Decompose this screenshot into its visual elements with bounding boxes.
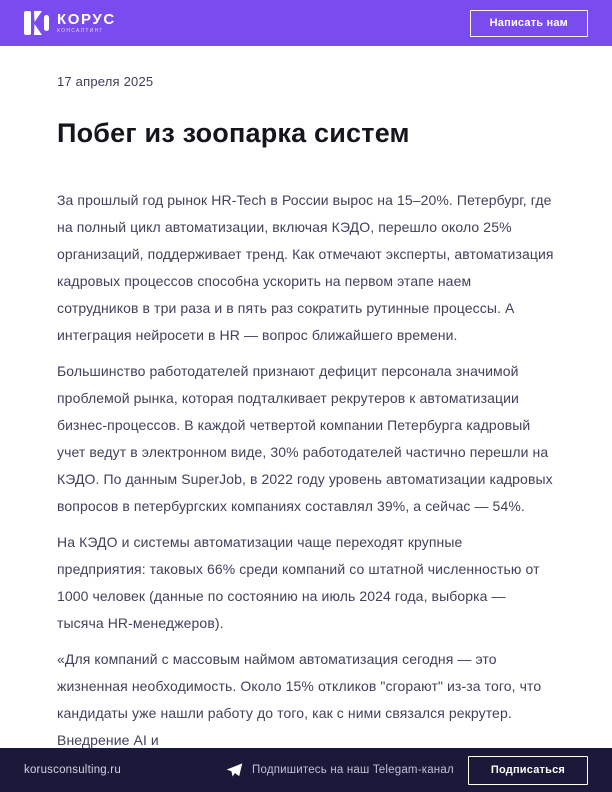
logo-title: КОРУС [57,11,116,28]
footer [0,748,612,792]
site-link[interactable]: korusconsulting.ru [24,764,121,776]
telegram-caption: Подпишитесь на наш Telegam-канал [252,764,454,776]
article-paragraph: «Для компаний с массовым наймом автоматизация сегодня — это жизненная необходимость. Около 15% откликов "сгорают" из-за того, что кандидаты уже нашли работу до того, как с ними связался рекрутер. Внедрение AI и [57,651,542,748]
article-date: 17 апреля 2025 [57,74,154,89]
telegram-icon [226,763,243,778]
article-paragraph: На КЭДО и системы автоматизации чаще переходят крупные предприятия: таковых 66% среди компаний со штатной численностью от 1000 человек (данные по состоянию на июль 2024 года, выборка — тысяча HR-менеджеров). [57,534,540,631]
logo[interactable] [24,10,116,36]
telegram-promo [226,763,454,778]
article-title: Побег из зоопарка систем [57,118,410,148]
header [0,0,612,46]
article-paragraph: За прошлый год рынок HR-Tech в России вырос на 15–20%. Петербург, где на полный цикл автоматизации, включая КЭДО, перешло около 25% организаций, поддерживает тренд. Как отмечают эксперты, автоматизация кадровых процессов способна ускорить на первом этапе наем сотрудников в три раза и в пять раз сократить рутинные процессы. А интеграция нейросети в HR — вопрос ближайшего времени. [57,192,554,343]
article-paragraph: Большинство работодателей признают дефицит персонала значимой проблемой рынка, которая подталкивает рекрутеров к автоматизации бизнес-процессов. В каждой четвертой компании Петербурга кадровый учет ведут в электронном виде, 30% работодателей частично перешли на КЭДО. По данным SuperJob, в 2022 году уровень автоматизации кадровых вопросов в петербургских компаниях составлял 39%, а сейчас — 54%. [57,363,553,514]
subscribe-button[interactable]: Подписаться [468,756,588,785]
logo-text [57,12,116,34]
write-us-button[interactable]: Написать нам [470,10,588,37]
korus-logo-icon [24,10,50,36]
logo-subtitle: КОНСАЛТИНГ [57,28,104,34]
